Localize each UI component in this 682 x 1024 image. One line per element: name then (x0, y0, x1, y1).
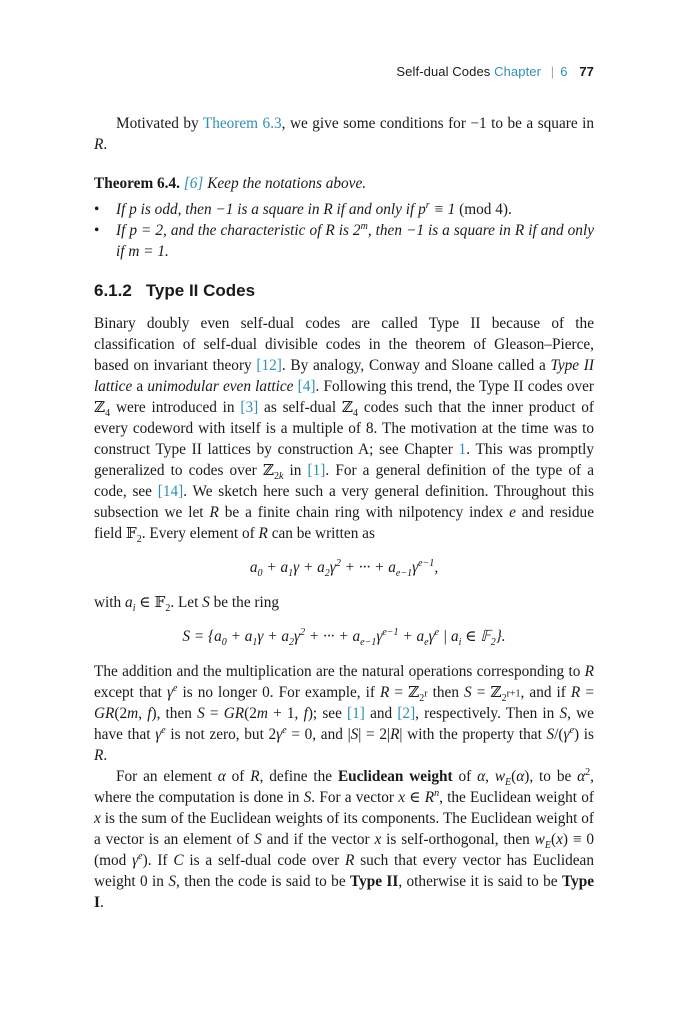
equation-element: $a_0 + a_1\gamma + a_2\gamma^2$ + ··· + $a_{e-1}\gamma^{e-1}$, (249, 557, 439, 580)
citation-link[interactable]: [3] (240, 399, 259, 416)
citation-link[interactable]: [1] (347, 705, 365, 722)
citation-link[interactable]: [4] (297, 378, 316, 395)
body-paragraph: The addition and the multiplication are the natural operations corresponding to R except that $\gamma^e$ is no longer 0. For example, if R = ℤ$_{2^r}$ then S = ℤ$_{2^{r+1}}$, and if R = GR(2m, f), then S = GR(2m + 1, f); see [1] and [2], respectively. Then in S, we have that $\gamma^e$ is not zero, but $2\gamma^e = 0$, and |S| = 2|R| with the property that $S/(\gamma^e)$ is R. (94, 663, 595, 764)
citation-link[interactable]: [12] (256, 357, 282, 374)
running-header-chapter-number: 6 (560, 64, 568, 79)
running-header-chapter-label: Chapter (494, 64, 542, 79)
running-header-separator: | (550, 64, 555, 79)
theorem-bullets (94, 199, 594, 262)
section-title: Type II Codes (145, 281, 256, 300)
theorem-6-4 (94, 173, 594, 194)
theorem-citation-6[interactable]: [6] (183, 175, 204, 192)
page-body (94, 113, 594, 913)
citation-link[interactable]: [2] (397, 705, 416, 722)
theorem-6-3-link[interactable]: Theorem 6.3 (202, 115, 282, 132)
citation-link[interactable]: [14] (157, 483, 184, 500)
theorem-label: Theorem 6.4. (94, 175, 180, 192)
theorem-bullet: • If p is odd, then −1 is a square in R if and only if $p^r \equiv 1$ (mod 4). (94, 199, 594, 220)
citation-link[interactable]: [1] (307, 462, 326, 479)
body-paragraph: with $a_i$ ∈ 𝔽$_2$. Let S be the ring (94, 594, 280, 615)
theorem-bullet: • If p = 2, and the characteristic of R is 2$^m$, then −1 is a square in R if and only if m = 1. (94, 220, 594, 262)
body-paragraph: Binary doubly even self-dual codes are called Type II because of the classification of self-dual divisible codes in the theorem of Gleason–Pierce, based on invariant theory [12]. By analogy, Conway and Sloane called a Type II lattice a unimodular even lattice [4]. Following this trend, the Type II codes over ℤ$_4$ were introduced in [3] as self-dual ℤ$_4$ codes such that the inner product of every codeword with itself is a multiple of 8. The motivation at the time was to construct Type II lattices by construction A; see Chapter 1. This was promptly generalized to codes over ℤ$_{2k}$ in [1]. For a general definition of the type of a code, see [14]. We sketch here such a very general definition. Throughout this subsection we let R be a finite chain ring with nilpotency index e and residue field 𝔽$_2$. Every element of R can be written as (94, 315, 595, 546)
section-heading (94, 280, 594, 301)
running-header-title: Self-dual Codes (396, 64, 491, 79)
chapter-link[interactable]: 1 (458, 441, 467, 458)
intro-paragraph: Motivated by Theorem 6.3, we give some conditions for −1 to be a square in R. (94, 115, 594, 153)
section-number: 6.1.2 (94, 281, 132, 300)
intro-text: Motivated by (116, 115, 203, 132)
running-header (396, 64, 594, 79)
equation-ring-s: $S = \{a_0 + a_1\gamma + a_2\gamma^2$ + ··· + $a_{e-1}\gamma^{e-1} + a_e\gamma^e$ | $a_i$ ∈ 𝔽$_2$}. (182, 626, 506, 649)
page-number: 77 (579, 64, 594, 79)
theorem-statement: Keep the notations above. (207, 175, 367, 192)
intro-text-end: , we give some conditions for −1 to be a square in (281, 115, 594, 132)
body-paragraph: For an element α of R, define the Euclidean weight of α, $w_E(\alpha)$, to be $\alpha^2$, where the computation is done in S. For a vector x ∈ $R^n$, the Euclidean weight of x is the sum of the Euclidean weights of its components. The Euclidean weight of a vector is an element of S and if the vector x is self-orthogonal, then $w_E(x) \equiv 0$ (mod $\gamma^e$). If C is a self-dual code over R such that every vector has Euclidean weight 0 in S, then the code is said to be Type II, otherwise it is said to be Type I. (94, 766, 595, 911)
